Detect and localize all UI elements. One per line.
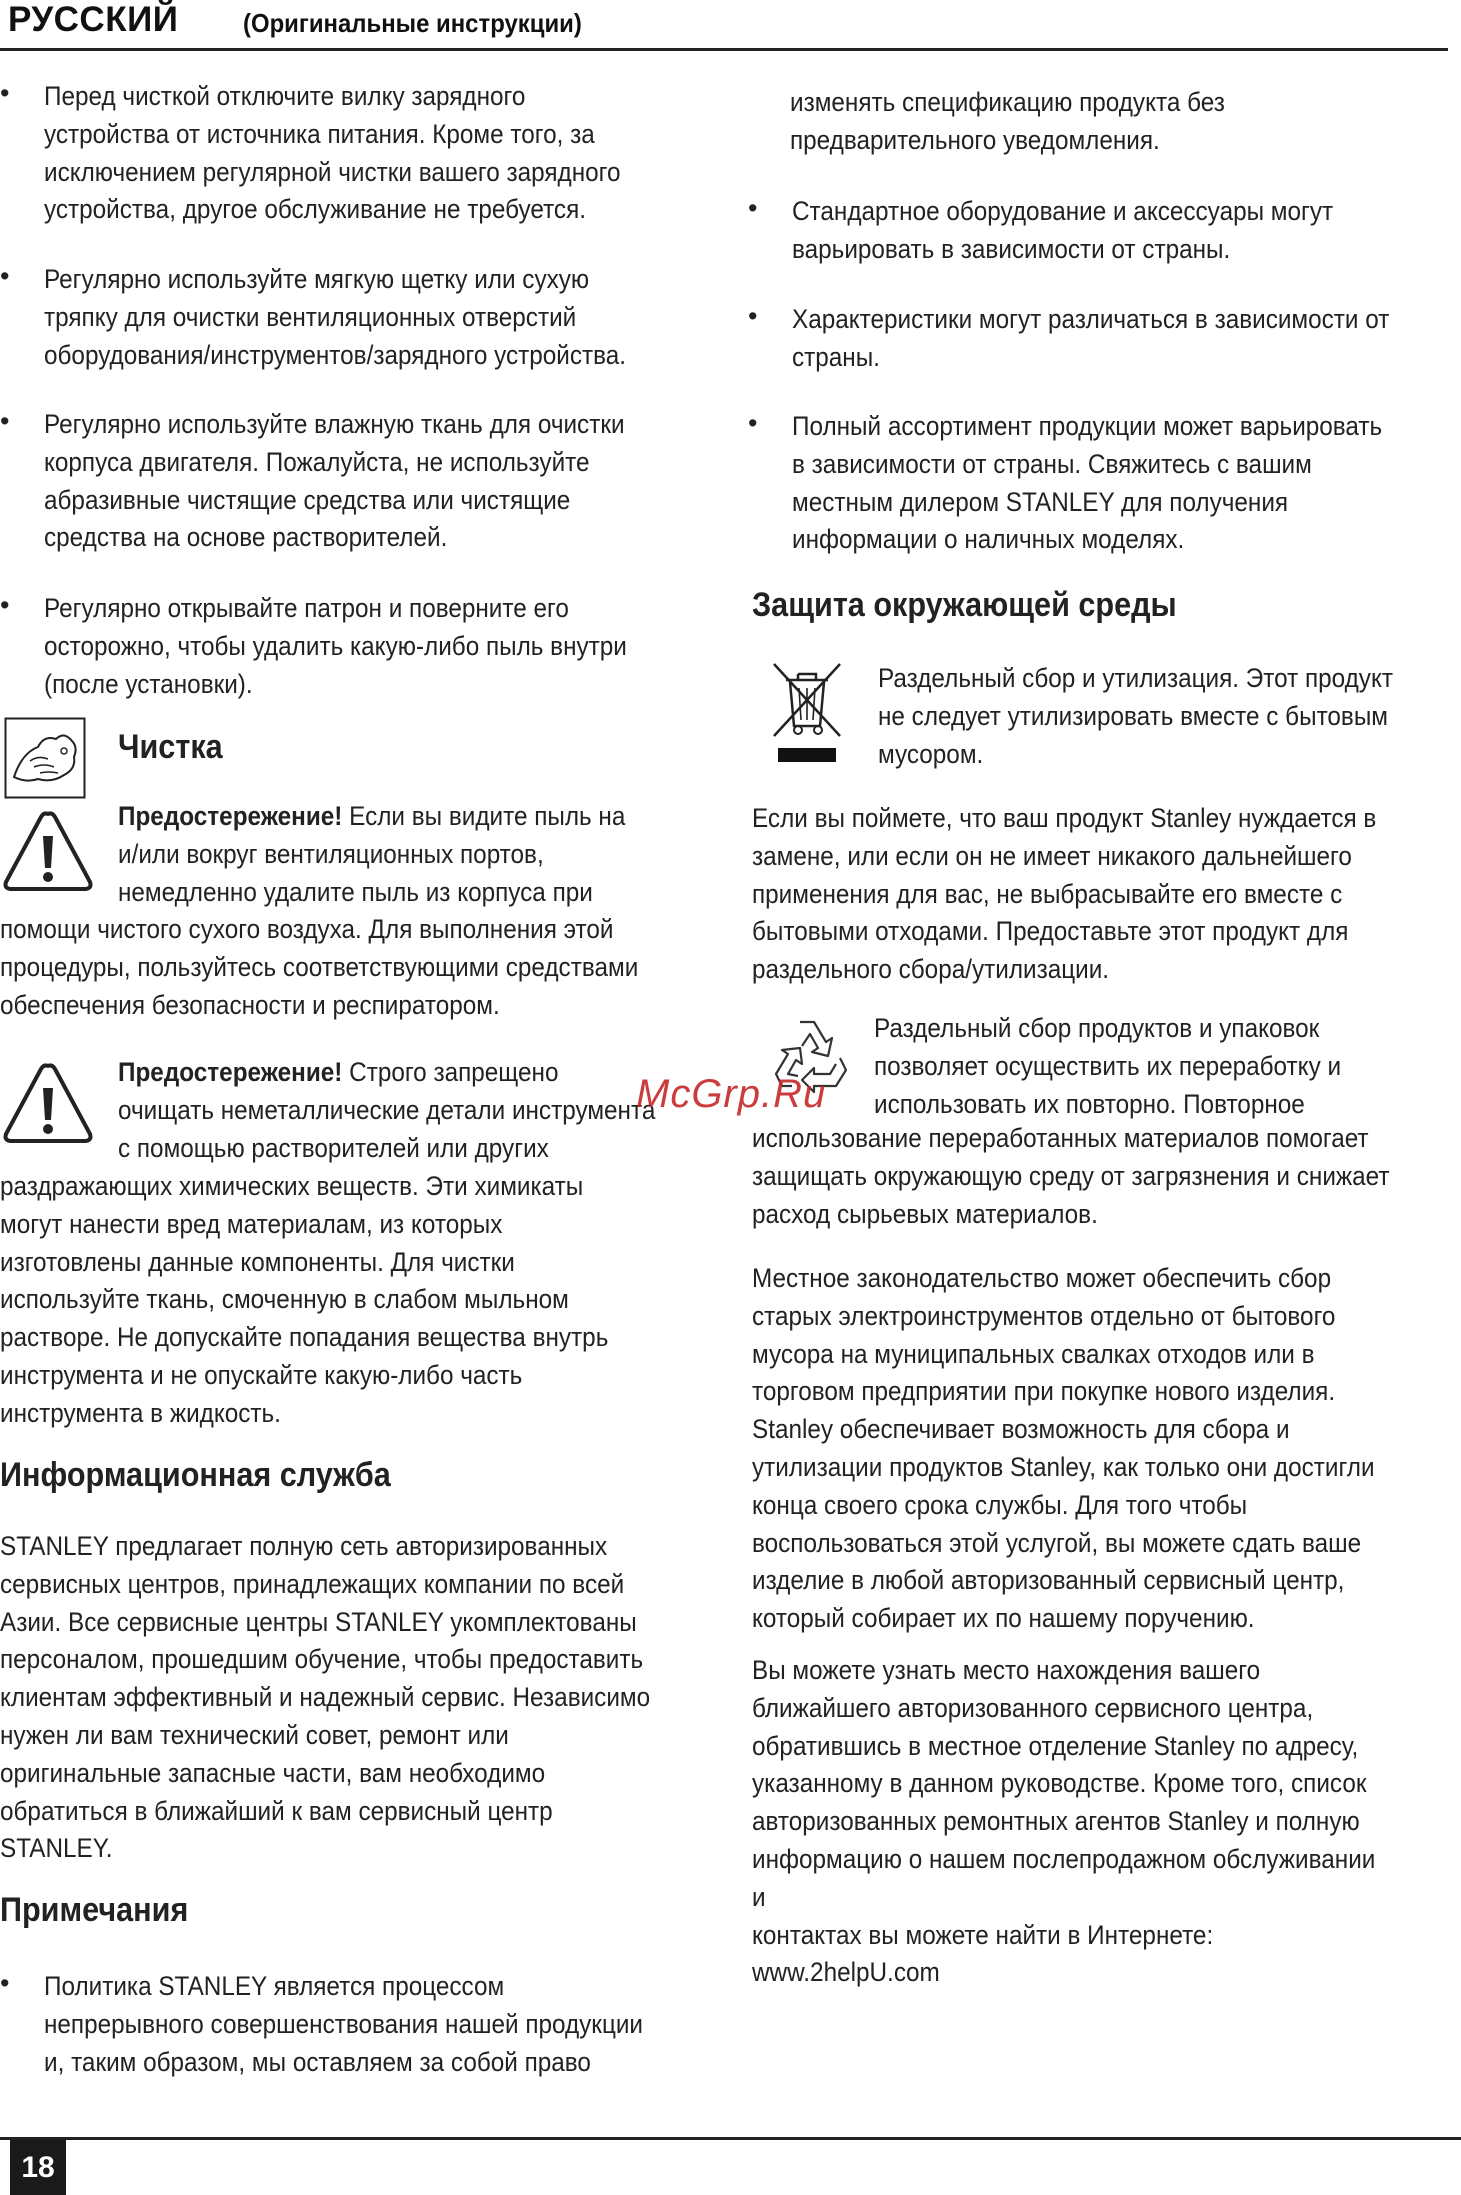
notes-bullet-4: Полный ассортимент продукции может варьировать в зависимости от страны. Свяжитесь с вашим местным дилером STANLEY для получения информации о наличных моделях. xyxy=(792,411,1383,555)
recycle-text-short: Раздельный сбор продуктов и упаковок позволяет осуществить их переработку и использовать их повторно. Повторное xyxy=(874,1013,1342,1119)
environment-para-2: Местное законодательство может обеспечить сбор старых электроинструментов отдельно от бытового мусора на муниципальных свалках отходов или в торговом предприятии при покупке нового изделия. Stanley обеспечивает возможность для сбора и утилизации продуктов Stanley, как только они достигли конца своего срока службы. Для того чтобы воспользоваться этой услугой, вы можете сдать ваше изделие в любой авторизованный сервисный центр, который собирает их по нашему поручению. xyxy=(752,1263,1375,1634)
bullet-dot: • xyxy=(0,1968,10,1998)
bullet-dot: • xyxy=(0,590,10,620)
weee-text: Раздельный сбор и утилизация. Этот продукт не следует утилизировать вместе с бытовым мусором. xyxy=(878,663,1393,769)
notes-bullet-3: Характеристики могут различаться в зависимости от страны. xyxy=(792,304,1390,372)
cleaning-title: Чистка xyxy=(118,728,223,766)
recycle-text-long: использование переработанных материалов помогает защищать окружающую среду от загрязнения и снижает расход сырьевых материалов. xyxy=(752,1123,1390,1229)
warning-1-label: Предостережение! xyxy=(118,801,343,831)
cleaning-hand-icon xyxy=(4,717,86,799)
bullet-dot: • xyxy=(0,261,10,291)
crossed-bin-icon xyxy=(768,660,846,764)
notes-bullet-2: Стандартное оборудование и аксессуары могут варьировать в зависимости от страны. xyxy=(792,196,1334,264)
environment-para-3: Вы можете узнать место нахождения вашего ближайшего авторизованного сервисного центра, обратившись в местное отделение Stanley по адресу, указанному в данном руководстве. Кроме того, список авторизованных ремонтных агентов Stanley и полную информацию о нашем послепродажном обслуживании и контактах вы можете найти в Интернете: www.2helpU.com xyxy=(752,1652,1390,1992)
warning-triangle-icon xyxy=(2,808,94,894)
warning-2-lead: Предостережение! Строго запрещено очищать неметаллические детали инструмента с помощью растворителей или других xyxy=(118,1057,656,1163)
bullet-dot: • xyxy=(0,78,10,108)
info-service-body: STANLEY предлагает полную сеть авторизированных сервисных центров, принадлежащих компании по всей Азии. Все сервисные центры STANLEY укомплектованы персоналом, прошедшим обучение, чтобы предоставить клиентам эффективный и надежный сервис. Независимо нужен ли вам технический совет, ремонт или оригинальные запасные части, вам необходимо обратиться в ближайший к вам сервисный центр STANLEY. xyxy=(0,1531,651,1864)
bullet-dot: • xyxy=(748,301,758,331)
warning-1-body: помощи чистого сухого воздуха. Для выполнения этой процедуры, пользуйтесь соответствующими средствами обеспечения безопасности и респиратором. xyxy=(0,914,639,1020)
bullet-dot: • xyxy=(748,193,758,223)
maintenance-bullet-3: Регулярно используйте влажную ткань для очистки корпуса двигателя. Пожалуйста, не используйте абразивные чистящие средства или чистящие средства на основе растворителей. xyxy=(44,409,625,553)
environment-para-1: Если вы поймете, что ваш продукт Stanley нуждается в замене, или если он не имеет никакого дальнейшего применения для вас, не выбрасывайте его вместе с бытовыми отходами. Предоставьте этот продукт для раздельного сбора/утилизации. xyxy=(752,803,1377,985)
bullet-dot: • xyxy=(0,406,10,436)
warning-2-label: Предостережение! xyxy=(118,1057,343,1087)
warning-1-first-line: Если вы видите пыль на xyxy=(342,801,626,831)
warning-2-first-line: Строго запрещено xyxy=(342,1057,559,1087)
footer-rule xyxy=(0,2137,1461,2140)
bullet-dot: • xyxy=(748,408,758,438)
maintenance-bullet-4: Регулярно открывайте патрон и поверните его осторожно, чтобы удалить какую-либо пыль внутри (после установки). xyxy=(44,593,627,699)
environment-title: Защита окружающей среды xyxy=(752,586,1177,624)
warning-triangle-icon xyxy=(2,1060,94,1146)
maintenance-bullet-2: Регулярно используйте мягкую щетку или сухую тряпку для очистки вентиляционных отверстий оборудования/инструментов/зарядного устройства. xyxy=(44,264,627,370)
header-rule xyxy=(0,48,1448,51)
notes-bullet-1: Политика STANLEY является процессом непрерывного совершенствования нашей продукции и, таким образом, мы оставляем за собой право xyxy=(44,1971,644,2077)
page-number: 18 xyxy=(10,2140,66,2195)
warning-2-body: раздражающих химических веществ. Эти химикаты могут нанести вред материалам, из которых изготовлены данные компоненты. Для чистки используйте ткань, смоченную в слабом мыльном растворе. Не допускайте попадания вещества внутрь инструмента и не опускайте какую-либо часть инструмента в жидкость. xyxy=(0,1171,609,1428)
header-subtitle: (Оригинальные инструкции) xyxy=(243,8,582,38)
service-url[interactable]: www.2helpU.com xyxy=(752,1957,940,1988)
maintenance-bullet-1: Перед чисткой отключите вилку зарядного устройства от источника питания. Кроме того, за исключением регулярной чистки вашего зарядного устройства, другое обслуживание не требуется. xyxy=(44,81,621,225)
watermark: McGrp.Ru xyxy=(636,1072,827,1116)
warning-1-lead: Предостережение! Если вы видите пыль на и/или вокруг вентиляционных портов, немедленно удалите пыль из корпуса при xyxy=(118,801,626,907)
notes-bullet-1-continued: изменять спецификацию продукта без предварительного уведомления. xyxy=(790,87,1225,155)
notes-title: Примечания xyxy=(0,1891,189,1929)
header-language: РУССКИЙ xyxy=(8,0,179,39)
info-service-title: Информационная служба xyxy=(0,1456,391,1494)
